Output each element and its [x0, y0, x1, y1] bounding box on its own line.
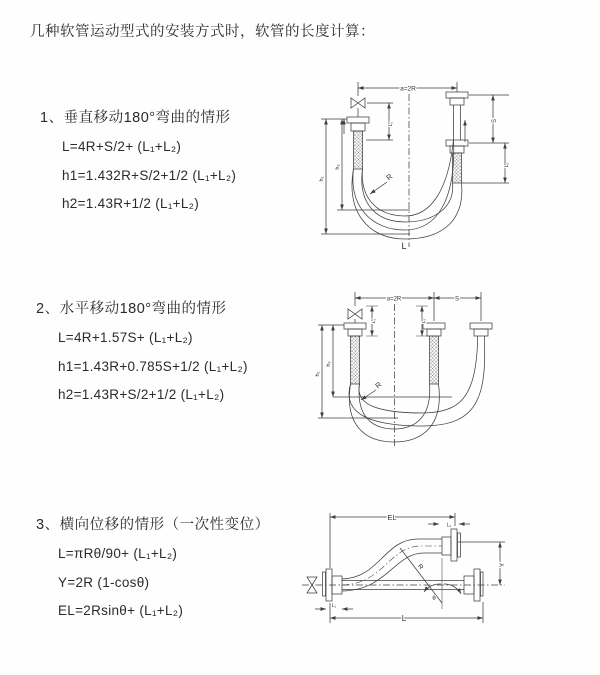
- radius-arrow: [361, 390, 376, 400]
- dimension-l: [330, 602, 483, 623]
- hose-u-bend: [352, 140, 462, 239]
- angle-theta: [400, 548, 461, 609]
- dim-label-l1: L₁: [372, 318, 377, 324]
- section-2-heading: 2、水平移动180°弯曲的情形: [36, 301, 227, 317]
- formula-line: L=4R+S/2+ (L₁+L₂): [62, 139, 182, 154]
- dim-label-y: Y: [499, 562, 506, 568]
- left-flange: [344, 117, 369, 169]
- formula-line: h1=1.432R+S/2+1/2 (L₁+L₂): [62, 167, 237, 183]
- formula-line: h2=1.43R+S/2+1/2 (L₁+L₂): [58, 387, 225, 402]
- formula-line: L=4R+1.57S+ (L₁+L₂): [58, 330, 193, 345]
- dim-label-h1: h₁: [315, 371, 321, 377]
- formula-line: h2=1.43R+1/2 (L₁+L₂): [62, 196, 200, 211]
- dimension-h2: [337, 119, 410, 210]
- dim-label-a2r: a=2R: [400, 85, 416, 93]
- dim-label-l1: L₁: [388, 121, 394, 127]
- left-flange: [344, 323, 366, 384]
- dim-label-l2: L₂: [446, 522, 452, 529]
- dimension-s: [469, 95, 509, 143]
- right-flange-lower: [446, 120, 468, 183]
- dim-label-h2: h₂: [326, 361, 332, 367]
- section-3-heading: 3、横向位移的情形（一次性变位）: [36, 517, 270, 533]
- dimension-l1: [366, 103, 393, 140]
- dimension-h1: [321, 119, 410, 234]
- formula-line: h1=1.43R+0.785S+1/2 (L₁+L₂): [58, 358, 248, 374]
- dimension-l2: [462, 143, 509, 183]
- dimension-y: [458, 542, 505, 585]
- dim-label-s: S: [454, 296, 460, 303]
- section-1-heading: 1、垂直移动180°弯曲的情形: [40, 110, 231, 126]
- formula-line: EL=2Rsinθ+ (L₁+L₂): [58, 603, 184, 618]
- formula-line: Y=2R (1-cosθ): [58, 574, 150, 590]
- right-flange-displaced: [442, 529, 461, 561]
- dim-label-l2: L₂: [422, 318, 427, 324]
- hose-u-bend: [349, 344, 485, 442]
- dim-label-l1: L₁: [331, 603, 337, 609]
- dim-label-h1: h₁: [319, 176, 325, 182]
- dim-label-r: R: [384, 171, 395, 183]
- middle-flange: [423, 323, 445, 384]
- dim-label-a2r: a=2R: [386, 296, 402, 303]
- page-title: 几种软管运动型式的安装方式时，软管的长度计算：: [30, 24, 375, 40]
- dim-label-r: R: [415, 563, 425, 572]
- dimension-a2r: [355, 292, 481, 324]
- dim-label-s: S: [492, 118, 498, 124]
- diagram-horizontal-bend: [310, 288, 600, 455]
- dim-label-theta: θ: [432, 596, 436, 602]
- dim-label-h2: h₂: [335, 164, 341, 170]
- section-lateral-displacement: [36, 513, 270, 626]
- dim-label-el: EL: [387, 512, 397, 522]
- formula-line: L=πRθ/90+ (L₁+L₂): [58, 546, 178, 561]
- dim-label-r: R: [373, 379, 384, 391]
- radius-arrow: [370, 182, 387, 194]
- dim-label-l2: L₂: [504, 162, 510, 168]
- dim-label-l: L: [401, 614, 407, 623]
- diagram-vertical-bend: [313, 72, 595, 259]
- section-horizontal-bend: [36, 297, 248, 410]
- dim-label-l: L: [401, 241, 407, 251]
- valve-icon: [348, 309, 362, 323]
- right-flange-moved: [470, 323, 492, 344]
- section-vertical-bend: [40, 106, 236, 219]
- diagram-lateral-displacement: [300, 506, 600, 651]
- valve-icon: [351, 98, 365, 117]
